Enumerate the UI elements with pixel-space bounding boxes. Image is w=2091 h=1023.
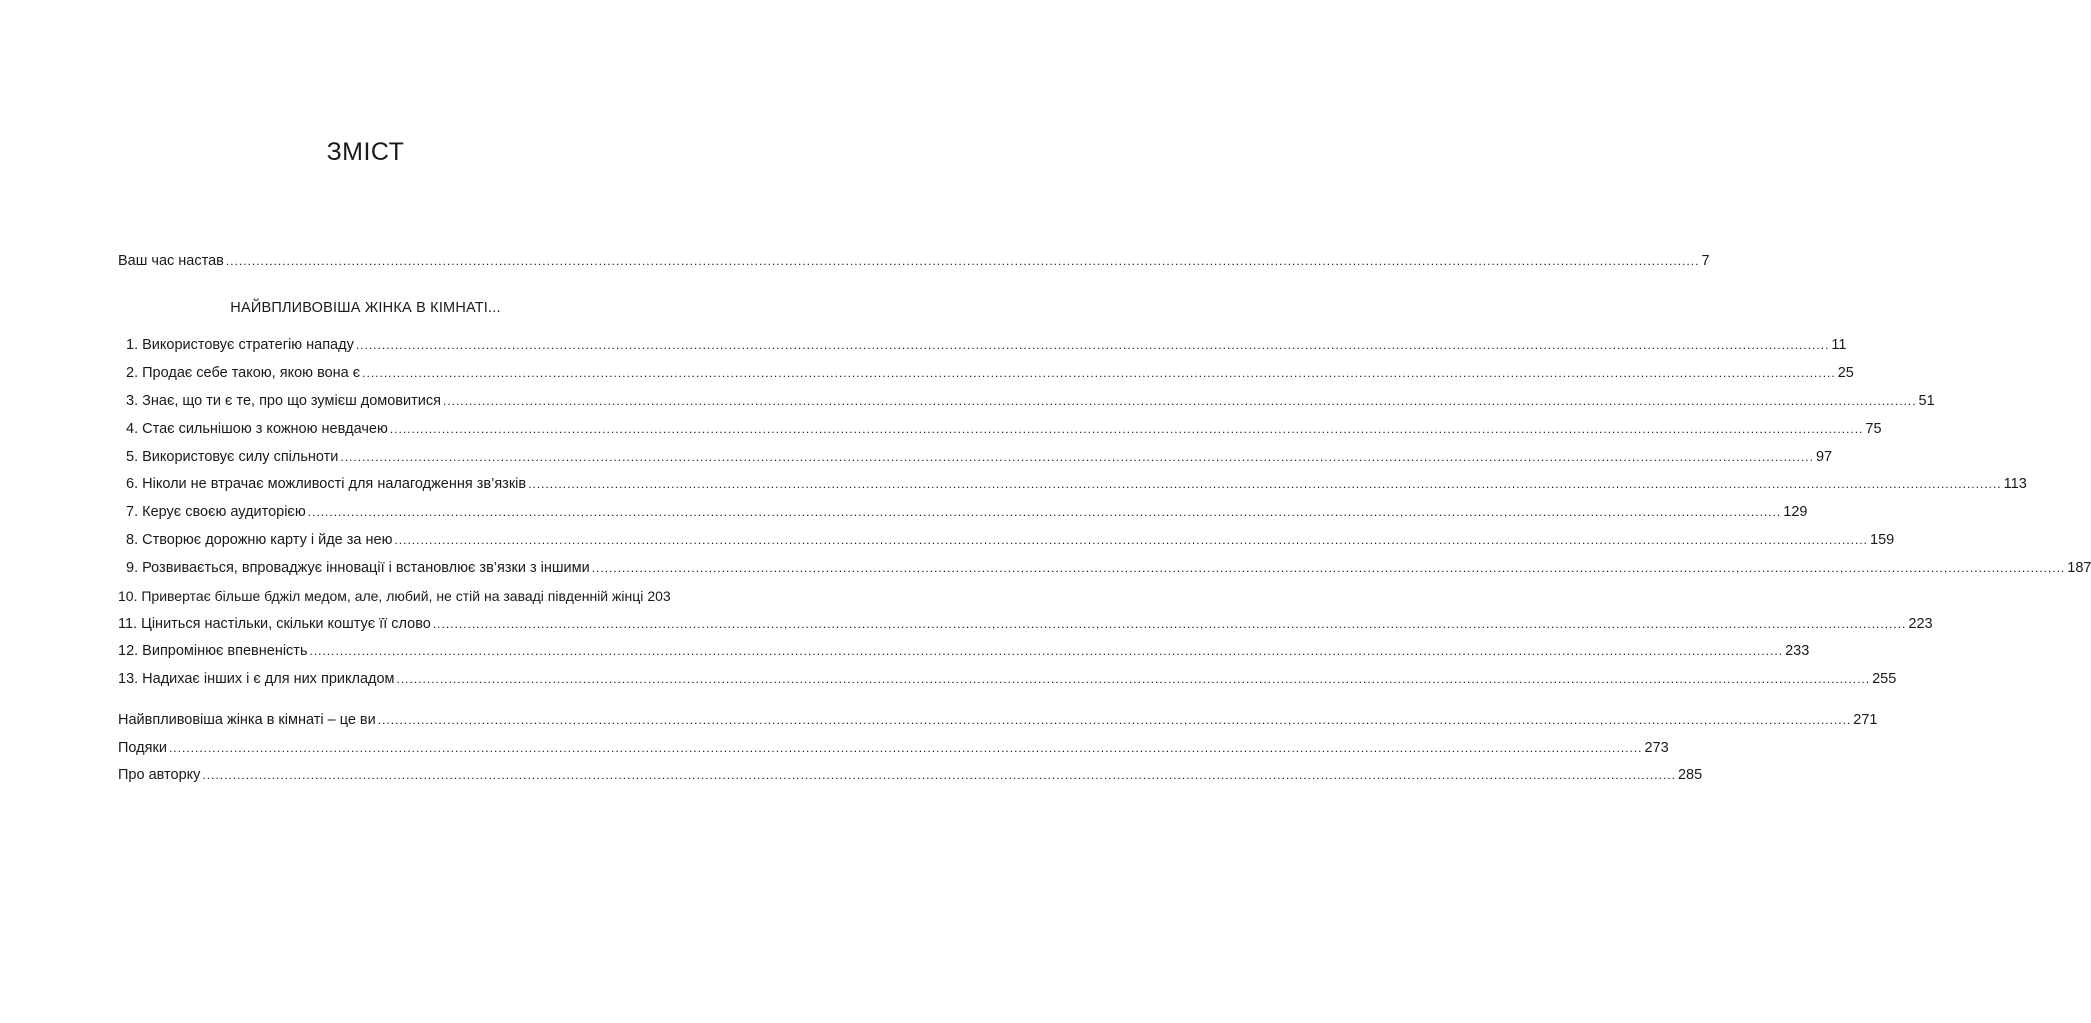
toc-entry-label: 3. Знає, що ти є те, про що зумієш домовитися	[126, 393, 441, 409]
dot-leader	[340, 447, 1814, 467]
dot-leader	[308, 502, 1782, 522]
toc-entry-label: 4. Стає сильнішою з кожною невдачею	[126, 421, 388, 437]
toc-page-number: 7	[1701, 253, 1710, 269]
toc-entry-chapter-6[interactable]	[126, 474, 2027, 494]
dot-leader	[226, 251, 1700, 271]
toc-entry-chapter-12[interactable]	[118, 641, 1810, 661]
toc-page-number: 113	[2003, 476, 2027, 492]
dot-leader	[362, 363, 1836, 383]
toc-entry-chapter-5[interactable]	[126, 447, 1833, 467]
toc-entry-label: 8. Створює дорожню карту і йде за нею	[126, 532, 393, 548]
toc-entry-chapter-10[interactable]	[118, 586, 671, 606]
toc-entry-chapter-9[interactable]	[126, 558, 2091, 578]
toc-entry-label: 1. Використовує стратегію нападу	[126, 337, 354, 353]
dot-leader	[310, 641, 1784, 661]
toc-entry-about-author[interactable]	[118, 765, 1703, 785]
toc-entry-label: Ваш час настав	[118, 253, 224, 269]
toc-entry-label: 9. Розвивається, впроваджує інновації і встановлює зв’язки з іншими	[126, 560, 590, 576]
toc-page-number: 187	[2067, 560, 2091, 576]
page-title: ЗМІСТ	[326, 138, 405, 166]
toc-page-number: 271	[1853, 712, 1878, 728]
dot-leader	[356, 335, 1830, 355]
toc-entry-label: 12. Випромінює впевненість	[118, 643, 308, 659]
toc-entry-label: 5. Використовує силу спільноти	[126, 449, 339, 465]
toc-page-number: 255	[1872, 671, 1897, 687]
toc-page-number: 203	[647, 588, 671, 604]
toc-page-number: 11	[1831, 337, 1847, 353]
toc-entry-chapter-3[interactable]	[126, 391, 1935, 411]
toc-page-number: 285	[1677, 767, 1703, 783]
toc-entry-label: 10. Привертає більше бджіл медом, але, любий, не стій на заваді південній жінці	[118, 588, 644, 604]
toc-entry-label: 7. Керує своєю аудиторією	[126, 504, 306, 520]
dot-leader	[397, 669, 1871, 689]
dot-leader	[394, 530, 1868, 550]
toc-entry-label: 11. Ціниться настільки, скільки коштує її слово	[118, 616, 431, 632]
dot-leader	[202, 765, 1676, 785]
toc-page-number: 233	[1785, 643, 1810, 659]
toc-page-number: 25	[1837, 365, 1854, 381]
toc-entry-label: 2. Продає себе такою, якою вона є	[126, 365, 361, 381]
dot-leader	[169, 738, 1643, 758]
dot-leader	[433, 614, 1907, 634]
dot-leader	[592, 558, 2066, 578]
toc-page-number: 51	[1918, 393, 1935, 409]
toc-entry-chapter-11[interactable]	[118, 614, 1933, 634]
toc-entry-label: Про авторку	[118, 767, 201, 783]
dot-leader	[528, 474, 2002, 494]
toc-entry-label: Найвпливовіша жінка в кімнаті – це ви	[118, 712, 376, 728]
toc-entry-label: 13. Надихає інших і є для них прикладом	[118, 671, 395, 687]
toc-entry-chapter-2[interactable]	[126, 363, 1854, 383]
toc-entry-chapter-8[interactable]	[126, 530, 1895, 550]
dot-leader	[443, 391, 1917, 411]
dot-leader	[390, 419, 1864, 439]
toc-entry-intro[interactable]	[118, 251, 1710, 271]
toc-page-number: 159	[1870, 532, 1895, 548]
toc-entry-acknowledgements[interactable]	[118, 738, 1669, 758]
toc-page-number: 75	[1865, 421, 1882, 437]
toc-entry-label: Подяки	[118, 740, 167, 756]
dot-leader	[378, 710, 1852, 730]
toc-page-number: 129	[1783, 504, 1808, 520]
toc-page-number: 273	[1644, 740, 1669, 756]
toc-entry-chapter-13[interactable]	[118, 669, 1897, 689]
toc-entry-chapter-4[interactable]	[126, 419, 1882, 439]
toc-entry-label: 6. Ніколи не втрачає можливості для налагодження зв’язків	[126, 476, 527, 492]
toc-page-number: 223	[1908, 616, 1933, 632]
toc-page-number: 97	[1815, 449, 1833, 465]
toc-entry-chapter-1[interactable]	[126, 335, 1847, 355]
section-heading: НАЙВПЛИВОВІША ЖІНКА В КІМНАТІ...	[230, 300, 501, 316]
toc-entry-chapter-7[interactable]	[126, 502, 1808, 522]
toc-entry-conclusion[interactable]	[118, 710, 1878, 730]
